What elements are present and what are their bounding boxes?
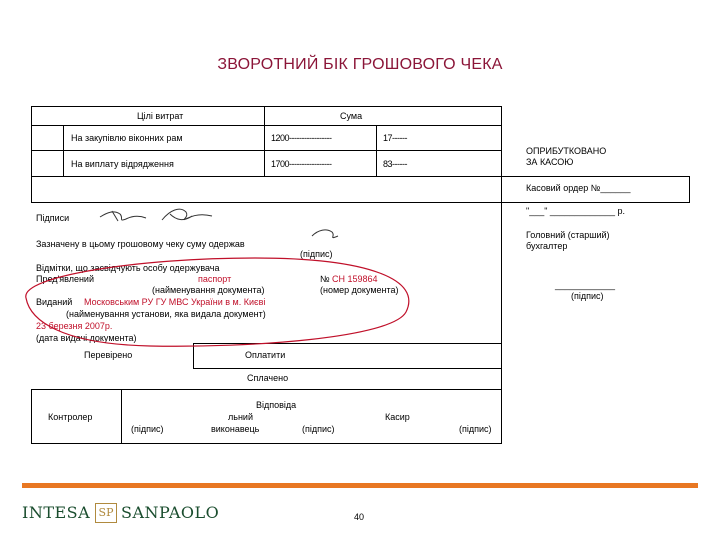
issued-by: Московським РУ ГУ МВС України в м. Києві — [84, 297, 266, 307]
pay-label: Оплатити — [245, 350, 286, 360]
received-label: ОПРИБУТКОВАНО — [526, 146, 607, 156]
paid-label: Сплачено — [247, 373, 289, 383]
accountant-signature-line: ____________ — [555, 280, 616, 290]
page-title: ЗВОРОТНИЙ БІК ГРОШОВОГО ЧЕКА — [217, 56, 503, 73]
row2-kop: 83------ — [383, 159, 407, 169]
row2-amount: 1700----------------- — [271, 159, 332, 169]
cashier-label: Касир — [385, 412, 410, 422]
document-number: СН 159864 — [332, 274, 378, 284]
doc-name-label: (найменування документа) — [152, 285, 265, 295]
header-amount: Сума — [340, 111, 363, 121]
signature-scribble-3 — [312, 230, 338, 238]
signature-scribble-1 — [100, 211, 146, 221]
responsible-label-2: льний — [228, 412, 253, 422]
responsible-sign-label: (підпис) — [302, 424, 335, 434]
accountant-signature-label: (підпис) — [571, 291, 604, 301]
doc-number-label: (номер документа) — [320, 285, 399, 295]
identity-oval — [26, 258, 409, 346]
header-purpose: Цілі витрат — [137, 111, 184, 121]
footer-divider — [22, 483, 698, 488]
logo-intesa: INTESA — [22, 503, 91, 522]
document-type: паспорт — [198, 274, 232, 284]
row1-amount: 1200----------------- — [271, 133, 332, 143]
chief-accountant-label-2: бухгалтер — [526, 241, 568, 251]
controller-label: Контролер — [48, 412, 93, 422]
row1-kop: 17------ — [383, 133, 407, 143]
responsible-label: Відповіда — [256, 400, 297, 410]
issue-date-label: (дата видачі документа) — [36, 333, 137, 343]
logo-mark: SP — [95, 503, 117, 523]
received-sum-sign-label: (підпис) — [300, 249, 333, 259]
signatures-label: Підписи — [36, 213, 70, 223]
cash-order-number: Касовий ордер №______ — [526, 183, 631, 193]
row1-purpose: На закупівлю віконних рам — [71, 133, 183, 143]
cashier-sign-label: (підпис) — [459, 424, 492, 434]
issuer-label: (найменування установи, яка видала документ) — [66, 309, 266, 319]
received-sum-text: Зазначену в цьому грошовому чеку суму одержав — [36, 239, 245, 249]
identity-marks-title: Відмітки, що засвідчують особу одержувача — [36, 263, 220, 273]
doc-number-prefix: № — [320, 274, 330, 284]
signature-scribble-2 — [162, 209, 212, 220]
checked-label: Перевірено — [84, 350, 133, 360]
issued-label: Виданий — [36, 297, 73, 307]
controller-sign-label: (підпис) — [131, 424, 164, 434]
received-label-2: ЗА КАСОЮ — [526, 157, 574, 167]
chief-accountant-label: Головний (старший) — [526, 230, 610, 240]
cash-order-date: "___" _____________ р. — [526, 206, 625, 216]
row2-purpose: На виплату відрядження — [71, 159, 174, 169]
page-number: 40 — [354, 512, 365, 522]
responsible-label-3: виконавець — [211, 424, 260, 434]
issue-date: 23 березня 2007р. — [36, 321, 113, 331]
presented-label: Пред'явлений — [36, 274, 94, 284]
logo-sanpaolo: SANPAOLO — [121, 503, 220, 522]
